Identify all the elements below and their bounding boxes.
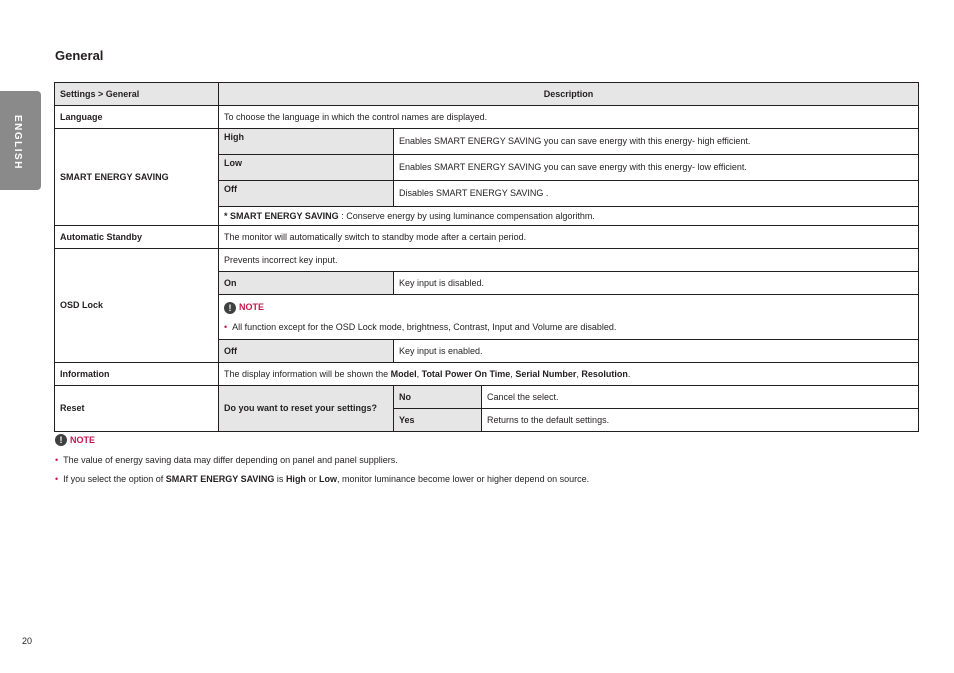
row-desc-language: To choose the language in which the control names are displayed. <box>219 106 919 129</box>
row-label-language: Language <box>55 106 219 129</box>
bottom-note <box>55 434 589 484</box>
bullet-icon: • <box>55 474 59 484</box>
note2-bold: SMART ENERGY SAVING <box>165 474 275 484</box>
bullet-icon: • <box>224 321 228 332</box>
smart-energy-footnote <box>219 207 919 226</box>
option-no-desc: Cancel the select. <box>482 386 919 409</box>
bottom-note-line-2 <box>55 474 589 484</box>
option-osd-off: Off <box>219 340 394 363</box>
note2-bold: High <box>285 474 306 484</box>
row-label-osd-lock: OSD Lock <box>55 249 219 363</box>
osd-note-text: All function except for the OSD Lock mode, brightness, Contrast, Input and Volume are disabled. <box>232 321 617 332</box>
info-sep: , <box>416 368 422 379</box>
note2-part: or <box>305 474 319 484</box>
osd-note-label: NOTE <box>239 302 265 313</box>
table-row-reset-no <box>55 386 919 409</box>
bullet-icon: • <box>55 455 59 465</box>
note2-bold: Low <box>318 474 337 484</box>
row-label-reset: Reset <box>55 386 219 432</box>
bottom-note-text-1: The value of energy saving data may differ depending on panel and panel suppliers. <box>63 455 398 465</box>
option-off-desc: Disables SMART ENERGY SAVING . <box>394 181 919 207</box>
option-on-desc: Key input is disabled. <box>394 272 919 295</box>
table-header-row <box>55 83 919 106</box>
table-row-language <box>55 106 919 129</box>
row-desc-automatic-standby: The monitor will automatically switch to standby mode after a certain period. <box>219 226 919 249</box>
header-description: Description <box>219 83 919 106</box>
info-sep: , <box>510 368 516 379</box>
bottom-note-label: NOTE <box>70 435 96 445</box>
language-side-tab-label: ENGLISH <box>12 115 23 170</box>
table-row-smart-energy-high <box>55 129 919 155</box>
option-high: High <box>219 129 394 155</box>
option-off: Off <box>219 181 394 207</box>
osd-note-line <box>224 322 913 333</box>
option-osd-off-desc: Key input is enabled. <box>394 340 919 363</box>
exclamation-icon: ! <box>224 302 236 314</box>
info-total-power: Total Power On Time <box>421 368 511 379</box>
language-side-tab <box>0 91 41 190</box>
table-row-osd-lock-intro <box>55 249 919 272</box>
osd-lock-intro: Prevents incorrect key input. <box>219 249 919 272</box>
option-low: Low <box>219 155 394 181</box>
info-prefix: The display information will be shown the <box>224 368 391 379</box>
table-row-automatic-standby <box>55 226 919 249</box>
osd-note-header <box>224 302 913 314</box>
option-on: On <box>219 272 394 295</box>
note2-part: is <box>274 474 286 484</box>
row-desc-information <box>219 363 919 386</box>
row-label-automatic-standby: Automatic Standby <box>55 226 219 249</box>
exclamation-icon: ! <box>55 434 67 446</box>
page-number: 20 <box>22 636 33 646</box>
row-label-smart-energy-saving: SMART ENERGY SAVING <box>55 129 219 226</box>
option-yes-desc: Returns to the default settings. <box>482 409 919 432</box>
footnote-bold: * SMART ENERGY SAVING <box>224 210 339 221</box>
option-low-desc: Enables SMART ENERGY SAVING you can save energy with this energy- low efficient. <box>394 155 919 181</box>
table-row-information <box>55 363 919 386</box>
info-model: Model <box>390 368 417 379</box>
osd-lock-note <box>219 295 919 340</box>
bottom-note-header <box>55 434 589 446</box>
option-no: No <box>394 386 482 409</box>
bottom-note-line-1 <box>55 455 589 465</box>
reset-question: Do you want to reset your settings? <box>219 386 394 432</box>
info-resolution: Resolution <box>581 368 628 379</box>
section-title: General <box>55 48 104 63</box>
footnote-text: : Conserve energy by using luminance compensation algorithm. <box>341 210 595 221</box>
info-sep: , <box>576 368 582 379</box>
info-serial: Serial Number <box>515 368 577 379</box>
option-high-desc: Enables SMART ENERGY SAVING you can save energy with this energy- high efficient. <box>394 129 919 155</box>
option-yes: Yes <box>394 409 482 432</box>
row-label-information: Information <box>55 363 219 386</box>
info-end: . <box>627 368 631 379</box>
note2-part: , monitor luminance become lower or higher depend on source. <box>336 474 590 484</box>
note2-part: If you select the option of <box>63 474 166 484</box>
header-settings-general: Settings > General <box>55 83 219 106</box>
settings-table <box>54 82 919 432</box>
